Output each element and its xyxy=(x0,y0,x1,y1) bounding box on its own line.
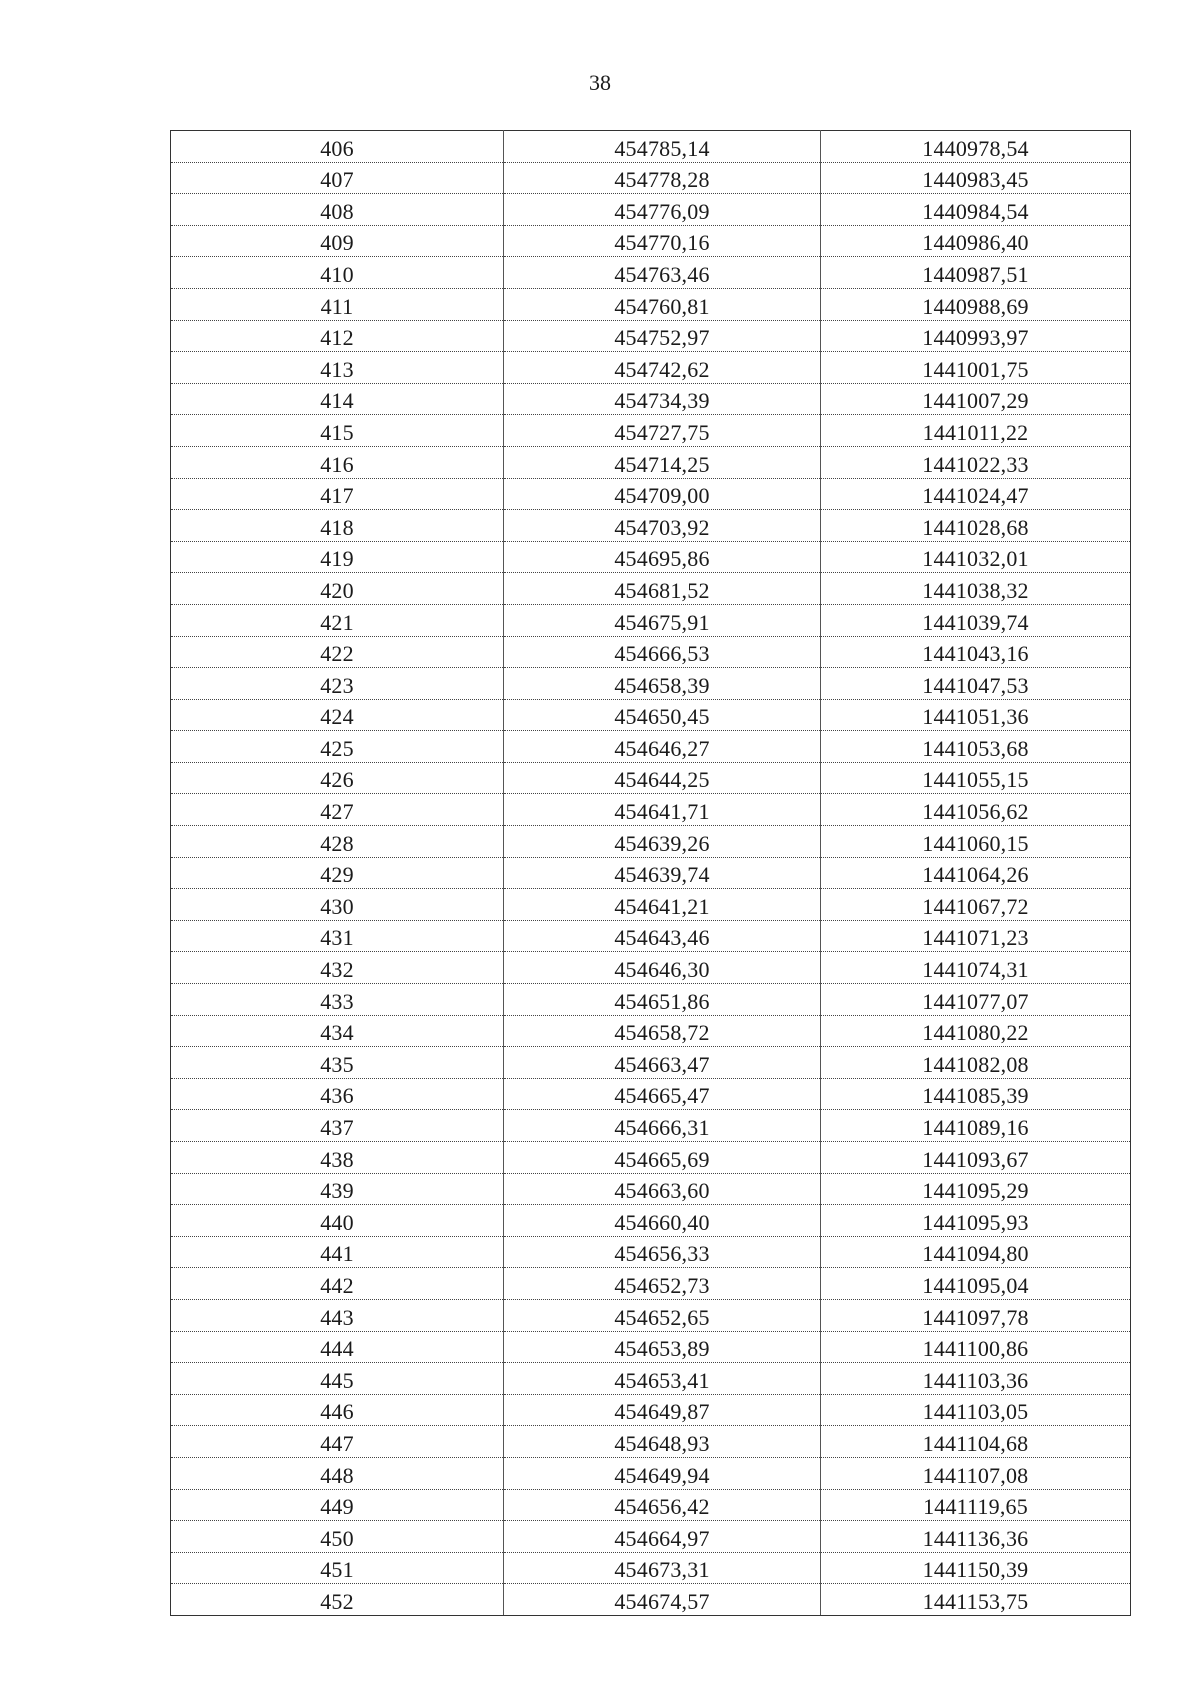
y-coordinate-cell: 1441077,07 xyxy=(821,984,1131,1016)
y-coordinate-cell: 1441022,33 xyxy=(821,446,1131,478)
table-row xyxy=(171,352,1131,384)
point-number-cell: 433 xyxy=(171,984,504,1016)
y-coordinate-cell: 1440986,40 xyxy=(821,225,1131,257)
y-coordinate-cell: 1441039,74 xyxy=(821,604,1131,636)
x-coordinate-cell: 454752,97 xyxy=(504,320,821,352)
x-coordinate-cell: 454727,75 xyxy=(504,415,821,447)
coordinates-table xyxy=(170,130,1131,1616)
point-number-cell: 406 xyxy=(171,131,504,163)
table-row xyxy=(171,541,1131,573)
point-number-cell: 421 xyxy=(171,604,504,636)
table-row xyxy=(171,1394,1131,1426)
table-row xyxy=(171,668,1131,700)
y-coordinate-cell: 1441100,86 xyxy=(821,1331,1131,1363)
table-row xyxy=(171,446,1131,478)
x-coordinate-cell: 454675,91 xyxy=(504,604,821,636)
x-coordinate-cell: 454714,25 xyxy=(504,446,821,478)
table-row xyxy=(171,1331,1131,1363)
table-row xyxy=(171,415,1131,447)
table-row xyxy=(171,225,1131,257)
table-row xyxy=(171,1236,1131,1268)
point-number-cell: 416 xyxy=(171,446,504,478)
y-coordinate-cell: 1441038,32 xyxy=(821,573,1131,605)
x-coordinate-cell: 454785,14 xyxy=(504,131,821,163)
y-coordinate-cell: 1441024,47 xyxy=(821,478,1131,510)
table-row xyxy=(171,1299,1131,1331)
point-number-cell: 429 xyxy=(171,857,504,889)
table-row xyxy=(171,478,1131,510)
x-coordinate-cell: 454639,26 xyxy=(504,826,821,858)
point-number-cell: 451 xyxy=(171,1552,504,1584)
point-number-cell: 441 xyxy=(171,1236,504,1268)
y-coordinate-cell: 1441001,75 xyxy=(821,352,1131,384)
point-number-cell: 408 xyxy=(171,194,504,226)
point-number-cell: 450 xyxy=(171,1521,504,1553)
table-row xyxy=(171,1426,1131,1458)
y-coordinate-cell: 1441103,05 xyxy=(821,1394,1131,1426)
x-coordinate-cell: 454703,92 xyxy=(504,510,821,542)
point-number-cell: 418 xyxy=(171,510,504,542)
table-row xyxy=(171,1363,1131,1395)
x-coordinate-cell: 454646,27 xyxy=(504,731,821,763)
table-row xyxy=(171,257,1131,289)
y-coordinate-cell: 1440984,54 xyxy=(821,194,1131,226)
point-number-cell: 437 xyxy=(171,1110,504,1142)
point-number-cell: 412 xyxy=(171,320,504,352)
table-row xyxy=(171,1521,1131,1553)
y-coordinate-cell: 1441150,39 xyxy=(821,1552,1131,1584)
y-coordinate-cell: 1441011,22 xyxy=(821,415,1131,447)
x-coordinate-cell: 454658,72 xyxy=(504,1015,821,1047)
table-row xyxy=(171,762,1131,794)
y-coordinate-cell: 1440993,97 xyxy=(821,320,1131,352)
x-coordinate-cell: 454649,87 xyxy=(504,1394,821,1426)
x-coordinate-cell: 454660,40 xyxy=(504,1205,821,1237)
x-coordinate-cell: 454770,16 xyxy=(504,225,821,257)
point-number-cell: 417 xyxy=(171,478,504,510)
x-coordinate-cell: 454695,86 xyxy=(504,541,821,573)
y-coordinate-cell: 1441094,80 xyxy=(821,1236,1131,1268)
table-row xyxy=(171,1142,1131,1174)
point-number-cell: 411 xyxy=(171,288,504,320)
x-coordinate-cell: 454641,71 xyxy=(504,794,821,826)
x-coordinate-cell: 454673,31 xyxy=(504,1552,821,1584)
table-row xyxy=(171,1173,1131,1205)
table-row xyxy=(171,731,1131,763)
table-row xyxy=(171,920,1131,952)
x-coordinate-cell: 454648,93 xyxy=(504,1426,821,1458)
coordinates-table-body xyxy=(171,131,1131,1616)
x-coordinate-cell: 454656,42 xyxy=(504,1489,821,1521)
x-coordinate-cell: 454653,41 xyxy=(504,1363,821,1395)
point-number-cell: 410 xyxy=(171,257,504,289)
table-row xyxy=(171,1078,1131,1110)
x-coordinate-cell: 454681,52 xyxy=(504,573,821,605)
point-number-cell: 430 xyxy=(171,889,504,921)
y-coordinate-cell: 1441119,65 xyxy=(821,1489,1131,1521)
table-row xyxy=(171,383,1131,415)
table-row xyxy=(171,857,1131,889)
x-coordinate-cell: 454651,86 xyxy=(504,984,821,1016)
table-row xyxy=(171,604,1131,636)
y-coordinate-cell: 1440983,45 xyxy=(821,162,1131,194)
y-coordinate-cell: 1441056,62 xyxy=(821,794,1131,826)
point-number-cell: 426 xyxy=(171,762,504,794)
y-coordinate-cell: 1441060,15 xyxy=(821,826,1131,858)
x-coordinate-cell: 454652,73 xyxy=(504,1268,821,1300)
point-number-cell: 409 xyxy=(171,225,504,257)
y-coordinate-cell: 1441095,93 xyxy=(821,1205,1131,1237)
y-coordinate-cell: 1441047,53 xyxy=(821,668,1131,700)
x-coordinate-cell: 454665,69 xyxy=(504,1142,821,1174)
y-coordinate-cell: 1441089,16 xyxy=(821,1110,1131,1142)
y-coordinate-cell: 1441064,26 xyxy=(821,857,1131,889)
y-coordinate-cell: 1441107,08 xyxy=(821,1457,1131,1489)
point-number-cell: 427 xyxy=(171,794,504,826)
point-number-cell: 414 xyxy=(171,383,504,415)
point-number-cell: 431 xyxy=(171,920,504,952)
table-row xyxy=(171,1047,1131,1079)
table-row xyxy=(171,320,1131,352)
x-coordinate-cell: 454664,97 xyxy=(504,1521,821,1553)
x-coordinate-cell: 454776,09 xyxy=(504,194,821,226)
y-coordinate-cell: 1441093,67 xyxy=(821,1142,1131,1174)
x-coordinate-cell: 454760,81 xyxy=(504,288,821,320)
table-row xyxy=(171,826,1131,858)
x-coordinate-cell: 454763,46 xyxy=(504,257,821,289)
x-coordinate-cell: 454643,46 xyxy=(504,920,821,952)
point-number-cell: 447 xyxy=(171,1426,504,1458)
x-coordinate-cell: 454649,94 xyxy=(504,1457,821,1489)
table-row xyxy=(171,1489,1131,1521)
point-number-cell: 424 xyxy=(171,699,504,731)
x-coordinate-cell: 454650,45 xyxy=(504,699,821,731)
y-coordinate-cell: 1441097,78 xyxy=(821,1299,1131,1331)
x-coordinate-cell: 454778,28 xyxy=(504,162,821,194)
point-number-cell: 434 xyxy=(171,1015,504,1047)
x-coordinate-cell: 454658,39 xyxy=(504,668,821,700)
table-row xyxy=(171,194,1131,226)
table-row xyxy=(171,510,1131,542)
y-coordinate-cell: 1441055,15 xyxy=(821,762,1131,794)
y-coordinate-cell: 1441053,68 xyxy=(821,731,1131,763)
x-coordinate-cell: 454663,60 xyxy=(504,1173,821,1205)
point-number-cell: 435 xyxy=(171,1047,504,1079)
point-number-cell: 445 xyxy=(171,1363,504,1395)
y-coordinate-cell: 1441028,68 xyxy=(821,510,1131,542)
table-row xyxy=(171,1457,1131,1489)
y-coordinate-cell: 1441085,39 xyxy=(821,1078,1131,1110)
y-coordinate-cell: 1441082,08 xyxy=(821,1047,1131,1079)
point-number-cell: 446 xyxy=(171,1394,504,1426)
table-row xyxy=(171,984,1131,1016)
y-coordinate-cell: 1441103,36 xyxy=(821,1363,1131,1395)
table-row xyxy=(171,794,1131,826)
point-number-cell: 443 xyxy=(171,1299,504,1331)
point-number-cell: 440 xyxy=(171,1205,504,1237)
x-coordinate-cell: 454653,89 xyxy=(504,1331,821,1363)
point-number-cell: 423 xyxy=(171,668,504,700)
point-number-cell: 420 xyxy=(171,573,504,605)
point-number-cell: 415 xyxy=(171,415,504,447)
y-coordinate-cell: 1441074,31 xyxy=(821,952,1131,984)
y-coordinate-cell: 1440988,69 xyxy=(821,288,1131,320)
x-coordinate-cell: 454734,39 xyxy=(504,383,821,415)
y-coordinate-cell: 1441071,23 xyxy=(821,920,1131,952)
table-row xyxy=(171,1584,1131,1616)
point-number-cell: 444 xyxy=(171,1331,504,1363)
table-row xyxy=(171,1552,1131,1584)
y-coordinate-cell: 1441051,36 xyxy=(821,699,1131,731)
table-row xyxy=(171,1205,1131,1237)
x-coordinate-cell: 454665,47 xyxy=(504,1078,821,1110)
x-coordinate-cell: 454639,74 xyxy=(504,857,821,889)
x-coordinate-cell: 454641,21 xyxy=(504,889,821,921)
point-number-cell: 422 xyxy=(171,636,504,668)
point-number-cell: 419 xyxy=(171,541,504,573)
table-row xyxy=(171,699,1131,731)
table-row xyxy=(171,573,1131,605)
x-coordinate-cell: 454656,33 xyxy=(504,1236,821,1268)
y-coordinate-cell: 1441136,36 xyxy=(821,1521,1131,1553)
y-coordinate-cell: 1441104,68 xyxy=(821,1426,1131,1458)
table-row xyxy=(171,1268,1131,1300)
table-row xyxy=(171,162,1131,194)
page-number: 38 xyxy=(589,70,611,95)
y-coordinate-cell: 1440987,51 xyxy=(821,257,1131,289)
x-coordinate-cell: 454742,62 xyxy=(504,352,821,384)
x-coordinate-cell: 454666,53 xyxy=(504,636,821,668)
point-number-cell: 425 xyxy=(171,731,504,763)
table-row xyxy=(171,1015,1131,1047)
y-coordinate-cell: 1441043,16 xyxy=(821,636,1131,668)
y-coordinate-cell: 1441095,29 xyxy=(821,1173,1131,1205)
y-coordinate-cell: 1441067,72 xyxy=(821,889,1131,921)
point-number-cell: 432 xyxy=(171,952,504,984)
table-row xyxy=(171,952,1131,984)
point-number-cell: 407 xyxy=(171,162,504,194)
table-row xyxy=(171,636,1131,668)
y-coordinate-cell: 1440978,54 xyxy=(821,131,1131,163)
point-number-cell: 439 xyxy=(171,1173,504,1205)
y-coordinate-cell: 1441080,22 xyxy=(821,1015,1131,1047)
x-coordinate-cell: 454644,25 xyxy=(504,762,821,794)
point-number-cell: 452 xyxy=(171,1584,504,1616)
x-coordinate-cell: 454663,47 xyxy=(504,1047,821,1079)
point-number-cell: 442 xyxy=(171,1268,504,1300)
y-coordinate-cell: 1441032,01 xyxy=(821,541,1131,573)
point-number-cell: 449 xyxy=(171,1489,504,1521)
table-row xyxy=(171,131,1131,163)
y-coordinate-cell: 1441007,29 xyxy=(821,383,1131,415)
table-row xyxy=(171,889,1131,921)
table-row xyxy=(171,1110,1131,1142)
y-coordinate-cell: 1441153,75 xyxy=(821,1584,1131,1616)
x-coordinate-cell: 454666,31 xyxy=(504,1110,821,1142)
y-coordinate-cell: 1441095,04 xyxy=(821,1268,1131,1300)
point-number-cell: 413 xyxy=(171,352,504,384)
point-number-cell: 436 xyxy=(171,1078,504,1110)
x-coordinate-cell: 454652,65 xyxy=(504,1299,821,1331)
table-row xyxy=(171,288,1131,320)
point-number-cell: 438 xyxy=(171,1142,504,1174)
x-coordinate-cell: 454709,00 xyxy=(504,478,821,510)
x-coordinate-cell: 454646,30 xyxy=(504,952,821,984)
point-number-cell: 448 xyxy=(171,1457,504,1489)
point-number-cell: 428 xyxy=(171,826,504,858)
x-coordinate-cell: 454674,57 xyxy=(504,1584,821,1616)
